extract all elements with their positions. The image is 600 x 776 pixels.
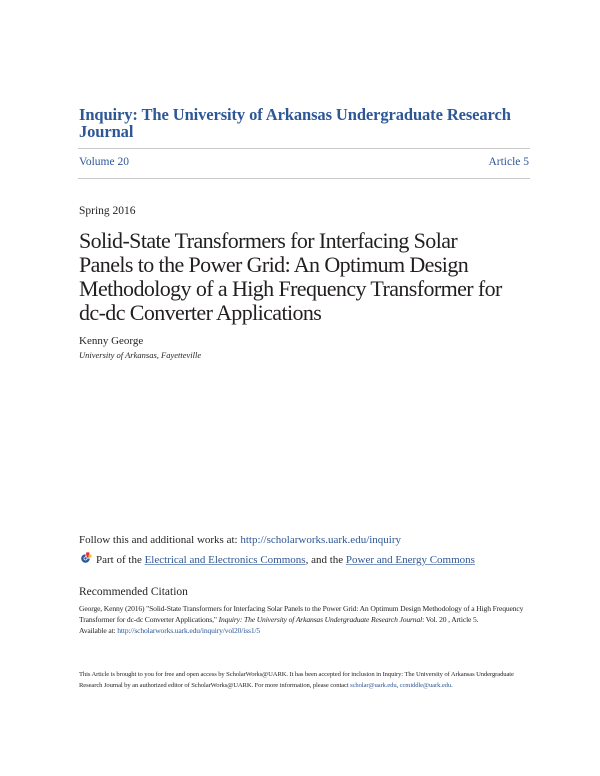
follow-prefix: Follow this and additional works at: <box>79 534 241 546</box>
email-separator: , <box>396 681 400 689</box>
citation-text <box>79 603 534 636</box>
scholar-email-link[interactable]: scholar@uark.edu <box>350 681 397 689</box>
journal-title: Inquiry: The University of Arkansas Undergraduate Research Journal <box>79 105 511 141</box>
title-line: Solid-State Transformers for Interfacing Solar <box>79 228 458 253</box>
access-notice-text: This Article is brought to you for free and open access by ScholarWorks@UARK. It has been accepted for inclusion in Inquiry: The University of Arkansas Undergraduate Research Journal by an authorized editor of ScholarWorks@UARK. For more information, please contact <box>79 671 514 689</box>
part-of-middle: , and the <box>305 553 346 566</box>
citation-volume: : Vol. 20 , Article 5. <box>422 615 479 624</box>
publication-date: Spring 2016 <box>79 205 136 217</box>
article-url-link[interactable]: http://scholarworks.uark.edu/inquiry/vol20/iss1/5 <box>117 626 261 635</box>
part-of-prefix: Part of the <box>96 553 142 566</box>
available-at-line <box>79 625 534 636</box>
citation-body: George, Kenny (2016) "Solid-State Transformers for Interfacing Solar Panels to the Power Grid: An Optimum Design Methodology of a High Frequency Transformer for dc-dc Converter Applications," <box>79 604 524 624</box>
divider-top <box>78 148 530 149</box>
divider-bottom <box>78 178 530 179</box>
part-of-line <box>79 553 475 566</box>
article-number: Article 5 <box>488 156 529 168</box>
recommended-citation-heading: Recommended Citation <box>79 586 188 598</box>
access-notice <box>79 670 534 691</box>
title-line: dc-dc Converter Applications <box>79 300 322 325</box>
inquiry-url-link[interactable]: http://scholarworks.uark.edu/inquiry <box>240 534 402 546</box>
notice-end: . <box>451 681 453 689</box>
title-line: Panels to the Power Grid: An Optimum Design <box>79 252 469 277</box>
available-prefix: Available at: <box>79 626 118 635</box>
title-line: Methodology of a High Frequency Transformer for <box>79 276 502 301</box>
author-name: Kenny George <box>79 335 144 347</box>
article-title <box>79 229 539 325</box>
network-commons-icon <box>79 552 92 565</box>
citation-journal: Inquiry: The University of Arkansas Undergraduate Research Journal <box>218 615 423 624</box>
volume-article-row <box>79 156 529 168</box>
volume-label: Volume 20 <box>79 156 129 168</box>
ccmiddle-email-link[interactable]: ccmiddle@uark.edu <box>399 681 452 689</box>
author-affiliation: University of Arkansas, Fayetteville <box>79 350 202 360</box>
follow-line <box>79 534 401 546</box>
power-energy-commons-link[interactable]: Power and Energy Commons <box>345 553 475 566</box>
electrical-electronics-commons-link[interactable]: Electrical and Electronics Commons <box>144 553 306 566</box>
